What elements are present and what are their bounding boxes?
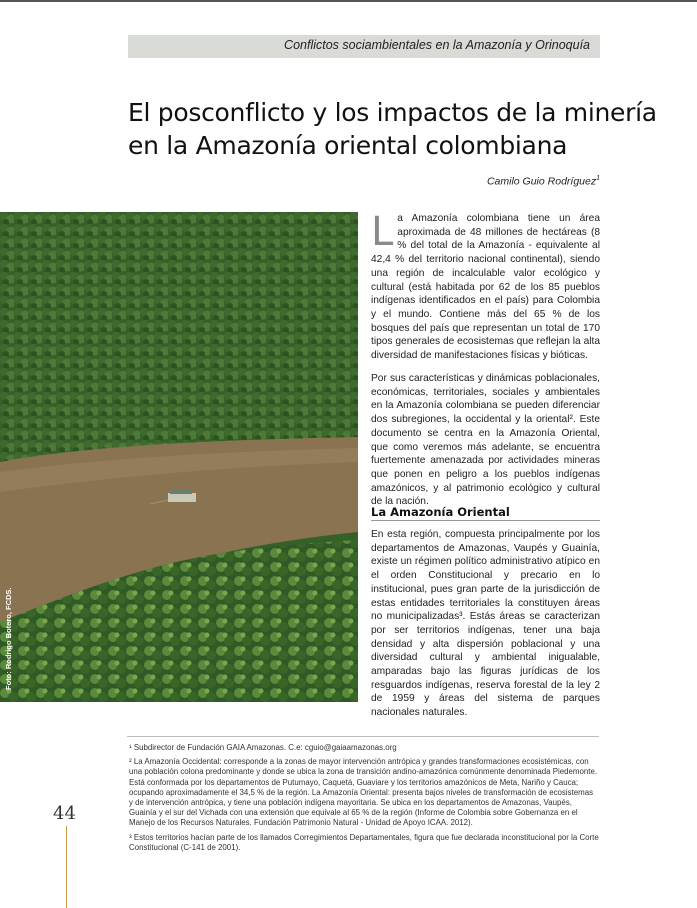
- footnote-divider: [127, 736, 599, 737]
- body-paragraph-1: [371, 209, 600, 363]
- paragraph-1-text: a Amazonía colombiana tiene un área aproximada de 48 millones de hectáreas (8 % del total de la Amazonía - equivalente al 42,4 % del territorio nacional continental), siendo una región de incalculable valor ecológico y cultural (está habitada por 62 de los 85 pueblos indígenas identificados en el país) para Colombia y el mundo. Contiene más del 65 % de los bosques del país que representan un total de 170 tipos generales de ecosistemas que reflejan la alta diversidad de manifestaciones físicas y bióticas.: [371, 213, 600, 362]
- article-title-line1: El posconflicto y los impactos de la minería: [128, 98, 657, 127]
- body-paragraph-3: [371, 528, 600, 720]
- photo-credit: Foto: Rodrigo Botero, FCDS.: [4, 587, 13, 690]
- river-aerial-photo: [0, 212, 358, 702]
- page-margin-line: [66, 826, 67, 908]
- footnote-3: ³ Estos territorios hacían parte de los llamados Corregimientos Departamentales, figura que fue declarada inconstitucional por la Corte Constitucional (C-141 de 2001).: [129, 832, 599, 852]
- section-heading-rule: [371, 520, 600, 521]
- author-footnote-ref: 1: [596, 175, 600, 182]
- top-rule: [0, 0, 697, 2]
- footnote-2: ² La Amazonía Occidental: corresponde a la zonas de mayor intervención antrópica y grandes transformaciones ecosistémicas, con una población colona predominante y donde se ubica la zona de transición andino-amazónica comúnmente denominada Piedemonte. Está conformada por los departamentos de Putumayo, Caquetá, Guaviare y los territorios amazónicos de Meta, Nariño y Cauca; ocupando aproximadamente el 34,5 % de la región. La Amazonía Oriental: presenta bajos niveles de transformación de ecosistemas y de intervención antrópica, y tiene una población indígena mayoritaria. Se ubica en los departamentos de Amazonas, Vaupés, Guainía y el sur del Vichada con una extensión que equivale al 65 % de la región (Informe de Colombia sobre Gobernanza en el Manejo de los Recursos Naturales. Fundación Patrimonio Natural - Unidad de Apoyo ICAA. 2012).: [129, 757, 598, 828]
- author-byline: [487, 175, 600, 188]
- footnotes: [129, 743, 599, 857]
- paragraph-3-text: En esta región, compuesta principalmente por los departamentos de Amazonas, Vaupés y Guainía, existe un régimen político administrativo atípico en el orden Constitucional y precario en lo institucional, pues gran parte de la jurisdicción de estas entidades territoriales la constituyen áreas no municipalizadas³. Estás áreas se caracterizan por ser territorios indígenas, tener una baja densidad y alta dispersión poblacional y una diversidad cultural y ambiental inigualable, amparadas bajo las figuras jurídicas de los resguardos indígenas, reserva forestal de la ley 2 de 1959 y áreas del sistema de parques nacionales naturales.: [371, 529, 600, 719]
- section-heading: La Amazonía Oriental: [371, 505, 510, 519]
- section-header-band: [128, 35, 600, 58]
- page-number: 44: [53, 803, 76, 824]
- section-header-text: Conflictos sociambientales en la Amazonía y Orinoquía: [284, 38, 590, 52]
- article-title-line2: en la Amazonía oriental colombiana: [128, 131, 568, 160]
- footnote-1: ¹ Subdirector de Fundación GAIA Amazonas. C.e: cguio@gaiaamazonas.org: [129, 743, 397, 752]
- author-name: Camilo Guio Rodríguez: [486, 175, 597, 188]
- paragraph-2-text: Por sus características y dinámicas poblacionales, económicas, territoriales, sociales y ambientales en la Amazonía colombiana se pueden diferenciar dos subregiones, la occidental y la oriental². Este documento se centra en la Amazonía Oriental, que como veremos más adelante, se encuentra fuertemente amenazada por actividades mineras que ponen en peligro a los pueblos indígenas amazónicos, y al patrimonio ecológico y cultural de la nación.: [371, 373, 600, 508]
- article-title: [128, 96, 657, 162]
- drop-cap: L: [371, 209, 394, 255]
- body-paragraph-2: [371, 372, 600, 509]
